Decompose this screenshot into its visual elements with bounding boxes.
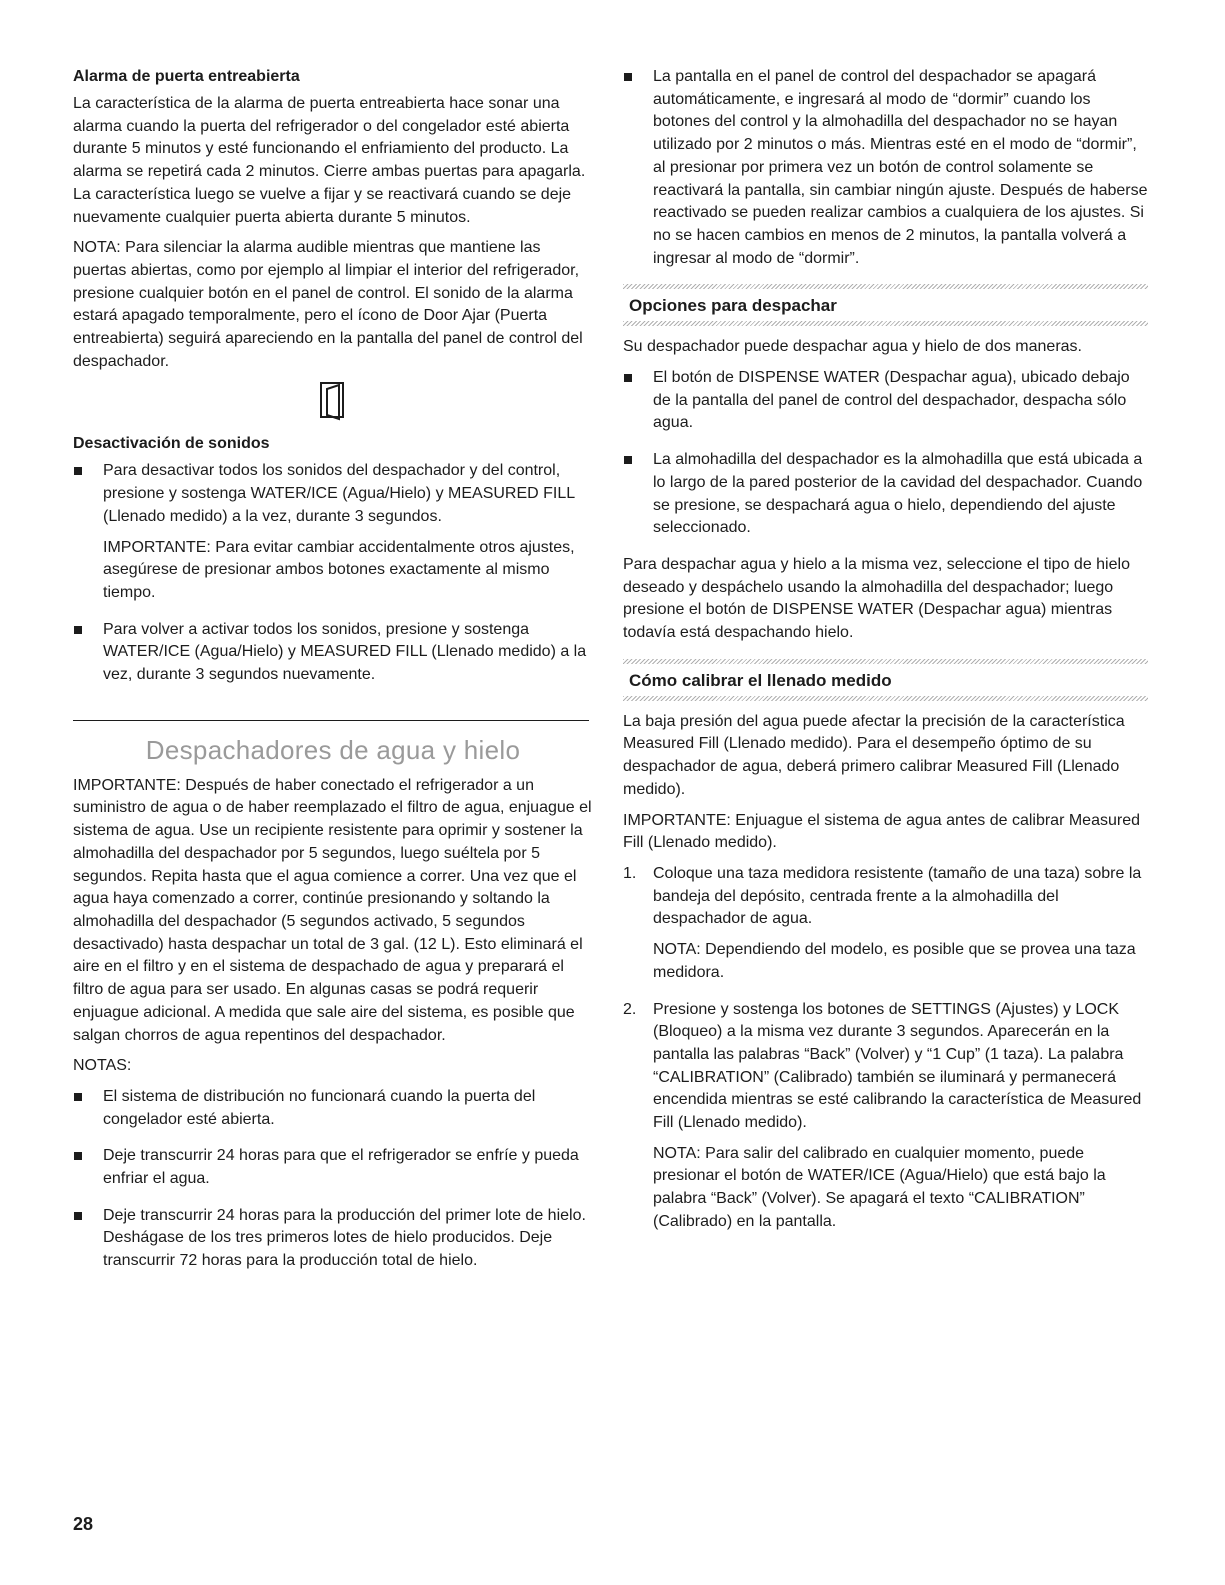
calibrate-intro: La baja presión del agua puede afectar la precisión de la característica Measured Fill (Llenado medido). Para el desempeño óptimo de su despachador de agua, deberá primero calibrar Measured Fill (Llenado medido). [623, 712, 1125, 798]
calibrate-important [623, 810, 1148, 855]
page-number: 28 [73, 1514, 94, 1534]
hatched-bar [623, 321, 1148, 326]
list-item [623, 367, 1148, 435]
list-item [73, 1086, 593, 1131]
section-divider [73, 720, 589, 721]
options-heading-block [623, 284, 1148, 326]
sleep-text: La pantalla en el panel de control del despachador se apagará automáticamente, e ingresará al modo de “dormir” cuando los botones del control y la almohadilla del despachador no se hayan utilizado por 2 minutos o más. Mientras esté en el modo de “dormir”, al presionar por primera vez un botón de control solamente se reactivará la pantalla, sin cambiar ningún ajuste. Después de haberse reactivado se pueden realizar cambios a cualquiera de los ajustes. Si no se hacen cambios en menos de 2 minutos, la pantalla volverá a ingresar al modo de “dormir”. [653, 68, 1148, 267]
note-text: Para silenciar la alarma audible mientras que mantiene las puertas abiertas, como por ejemplo al limpiar el interior del refrigerador, presione cualquier botón en el panel de control. El sonido de la alarma estará apagado temporalmente, pero el ícono de Door Ajar (Puerta entreabierta) seguirá apareciendo en la pantalla del panel de control del despachador. [73, 239, 583, 370]
options-list [623, 367, 1148, 540]
step-number: 2. [623, 1000, 637, 1018]
sounds-heading: Desactivación de sonidos [73, 435, 270, 453]
sounds-list [73, 460, 593, 686]
options-heading: Opciones para despachar [629, 296, 837, 316]
left-column [73, 66, 593, 1287]
list-item [73, 1205, 593, 1273]
list-item [623, 863, 1148, 985]
sleep-list [623, 66, 1148, 270]
options-outro: Para despachar agua y hielo a la misma vez, seleccione el tipo de hielo deseado y despáchelo usando la almohadilla del despachador; luego presione el botón de DISPENSE WATER (Despachar agua) mientras todavía está despachando hielo. [623, 555, 1130, 642]
calibrate-heading: Cómo calibrar el llenado medido [629, 670, 892, 690]
note-item: El sistema de distribución no funcionará cuando la puerta del congelador esté abierta. [103, 1087, 536, 1128]
option-item: El botón de DISPENSE WATER (Despachar agua), ubicado debajo de la pantalla del panel de control del despachador, despacha sólo agua. [653, 369, 1130, 432]
sounds-important [103, 537, 593, 605]
important-text: Enjuague el sistema de agua antes de calibrar Measured Fill (Llenado medido). [623, 811, 1140, 852]
notes-list [73, 1086, 593, 1273]
important-label: IMPORTANTE: [73, 776, 181, 794]
step-number: 1. [623, 864, 637, 882]
sounds-bullet-2: Para volver a activar todos los sonidos, presione y sostenga WATER/ICE (Agua/Hielo) y MEASURED FILL (Llenado medido) a la vez, durante 3 segundos nuevamente. [103, 620, 587, 684]
note-item: Deje transcurrir 24 horas para que el refrigerador se enfríe y pueda enfriar el agua. [103, 1147, 579, 1188]
notes-label: NOTAS: [73, 1057, 132, 1075]
list-item [623, 999, 1148, 1234]
note-text: Dependiendo del modelo, es posible que se provea una taza medidora. [653, 941, 1136, 981]
note-label: NOTA: [653, 941, 701, 959]
door-alarm-note [73, 237, 593, 373]
list-item [623, 449, 1148, 540]
hatched-bar [623, 696, 1148, 701]
step-note [653, 939, 1148, 984]
calibrate-heading-block [623, 659, 1148, 701]
options-intro: Su despachador puede despachar agua y hielo de dos maneras. [623, 338, 1082, 356]
important-label: IMPORTANTE: [623, 811, 731, 829]
note-label: NOTA: [73, 239, 121, 257]
door-alarm-heading: Alarma de puerta entreabierta [73, 68, 300, 85]
important-label: IMPORTANTE: [103, 538, 211, 556]
option-item: La almohadilla del despachador es la almohadilla que está ubicada a lo largo de la pared posterior de la cavidad del despachador. Cuando se presione, se despachará agua o hielo, dependiendo del ajuste seleccionado. [653, 451, 1143, 537]
door-alarm-text: La característica de la alarma de puerta entreabierta hace sonar una alarma cuando la puerta del refrigerador o del congelador esté abierta durante 5 minutos y esté funcionando el enfriamiento del producto. La alarma se repetirá cada 2 minutos. Cierre ambas puertas para apagarla. La característica luego se vuelve a fijar y se reactivará cuando se deje nuevamente cualquier puerta abierta durante 5 minutos. [73, 95, 586, 226]
right-column [623, 66, 1148, 1248]
note-text: Para salir del calibrado en cualquier momento, puede presionar el botón de WATER/ICE (Agua/Hielo) que está bajo la palabra “Back” (Volver). Se apagará el texto “CALIBRATION” (Calibrado) en la pantalla. [653, 1144, 1106, 1230]
list-item [623, 66, 1148, 270]
note-item: Deje transcurrir 24 horas para la producción del primer lote de hielo. Deshágase de los tres primeros lotes de hielo producidos. Deje transcurrir 72 horas para la producción total de hielo. [103, 1206, 586, 1270]
calibrate-steps [623, 863, 1148, 1234]
list-item [73, 1145, 593, 1190]
door-ajar-icon [73, 381, 593, 421]
important-text: Después de haber conectado el refrigerador a un suministro de agua o de haber reemplazado el filtro de agua, enjuague el sistema de agua. Use un recipiente resistente para oprimir y sostener la almohadilla del despachador por 5 segundos, luego suéltela por 5 segundos. Repita hasta que el agua comience a correr. Una vez que el agua haya comenzado a correr, continúe presionando y soltando la almohadilla del despachador (5 segundos activado, 5 segundos desactivado) hasta despachar un total de 3 gal. (12 L). Esto eliminará el aire en el filtro y en el sistema de despachado de agua y preparará el filtro de agua para ser usado. En algunas casas se podrá requerir enjuague adicional. A medida que sale aire del sistema, es posible que salgan chorros de agua repentinos del despachador. [73, 776, 592, 1044]
list-item [73, 460, 593, 604]
sounds-bullet-1: Para desactivar todos los sonidos del despachador y del control, presione y sostenga WATER/ICE (Agua/Hielo) y MEASURED FILL (Llenado medido) a la vez, durante 3 segundos. [103, 462, 575, 525]
note-label: NOTA: [653, 1144, 701, 1162]
step-text: Presione y sostenga los botones de SETTINGS (Ajustes) y LOCK (Bloqueo) a la misma vez durante 3 segundos. Aparecerán en la pantalla las palabras “Back” (Volver) y “1 Cup” (1 taza). La palabra “CALIBRATION” (Calibrado) también se iluminará y permanecerá encendida mientras se esté calibrando la característica de Measured Fill (Llenado medido). [653, 1000, 1142, 1132]
list-item [73, 619, 593, 687]
step-text: Coloque una taza medidora resistente (tamaño de una taza) sobre la bandeja del depósito, centrada frente a la almohadilla del despachador de agua. [653, 864, 1142, 928]
step-note [653, 1143, 1148, 1234]
dispensers-important [73, 775, 593, 1047]
section-title: Despachadores de agua y hielo [145, 734, 521, 765]
important-text: Para evitar cambiar accidentalmente otros ajustes, asegúrese de presionar ambos botones exactamente al mismo tiempo. [103, 538, 575, 601]
